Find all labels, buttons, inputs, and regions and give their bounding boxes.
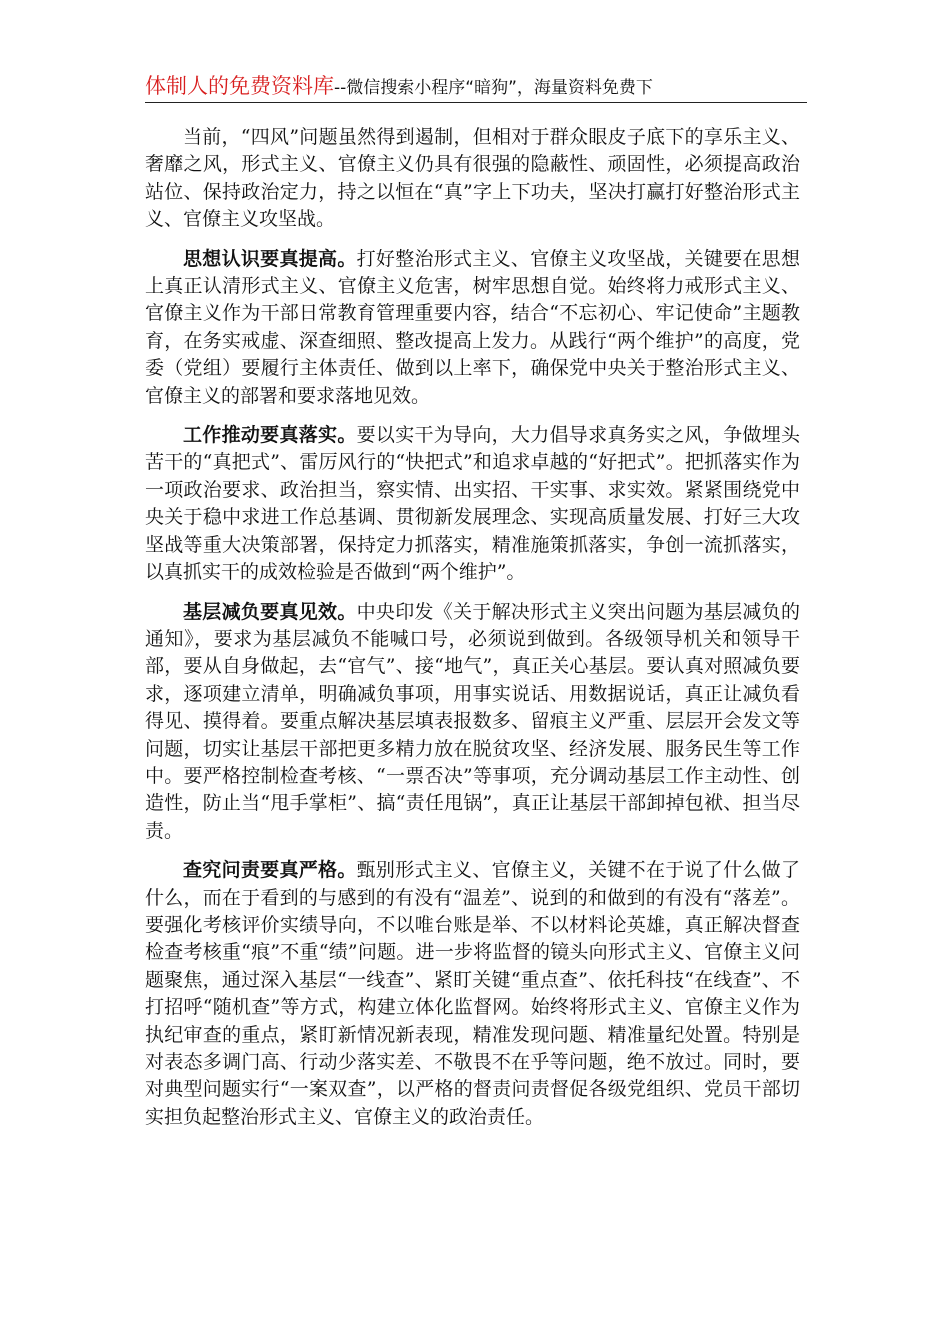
header-subtitle: --微信搜索小程序“暗狗”，海量资料免费下 (334, 78, 653, 98)
paragraph-text: 要以实干为导向，大力倡导求真务实之风，争做埋头苦干的“真把式”、雷厉风行的“快把式”和追求卓越的“好把式”。把抓落实作为一项政治要求、政治担当，察实情、出实招、干实事、求实效。紧紧围绕党中央关于稳中求进工作总基调、贯彻新发展理念、实现高质量发展、打好三大攻坚战等重大决策部署，保持定力抓落实，精准施策抓落实，争创一流抓落实，以真抓实干的成效检验是否做到“两个维护”。 (145, 424, 800, 584)
paragraph-text: 当前，“四风”问题虽然得到遏制，但相对于群众眼皮子底下的享乐主义、奢靡之风，形式主义、官僚主义仍具有很强的隐蔽性、顽固性，必须提高政治站位、保持政治定力，持之以恒在“真”字上下功夫，坚决打赢打好整治形式主义、官僚主义攻坚战。 (145, 126, 800, 231)
document-body (145, 124, 800, 1143)
paragraph-heading: 思想认识要真提高。 (183, 247, 357, 270)
page-header (145, 70, 807, 103)
header-brand-title: 体制人的免费资料库 (145, 74, 334, 98)
paragraph-text: 甄别形式主义、官僚主义，关键不在于说了什么做了什么，而在于看到的与感到的有没有“温差”、说到的和做到的有没有“落差”。要强化考核评价实绩导向，不以唯台账是举、不以材料论英雄，真正解决督查检查考核重“痕”不重“绩”问题。进一步将监督的镜头向形式主义、官僚主义问题聚焦，通过深入基层“一线查”、紧盯关键“重点查”、依托科技“在线查”、不打招呼“随机查”等方式，构建立体化监督网。始终将形式主义、官僚主义作为执纪审查的重点，紧盯新情况新表现，精准发现问题、精准量纪处置。特别是对表态多调门高、行动少落实差、不敬畏不在乎等问题，绝不放过。同时，要对典型问题实行“一案双查”，以严格的督责问责督促各级党组织、党员干部切实担负起整治形式主义、官僚主义的政治责任。 (145, 859, 800, 1128)
paragraph-accountability (145, 857, 800, 1131)
paragraph-heading: 查究问责要真严格。 (183, 859, 357, 882)
paragraph-work (145, 422, 800, 586)
paragraph-text: 中央印发《关于解决形式主义突出问题为基层减负的通知》，要求为基层减负不能喊口号，必须说到做到。各级领导机关和领导干部，要从自身做起，去“官气”、接“地气”，真正关心基层。要认真对照减负要求，逐项建立清单，明确减负事项，用事实说话、用数据说话，真正让减负看得见、摸得着。要重点解决基层填表报数多、留痕主义严重、层层开会发文等问题，切实让基层干部把更多精力放在脱贫攻坚、经济发展、服务民生等工作中。要严格控制检查考核、“一票否决”等事项，充分调动基层工作主动性、创造性，防止当“甩手掌柜”、搞“责任甩锅”，真正让基层干部卸掉包袱、担当尽责。 (145, 600, 800, 842)
paragraph-heading: 基层减负要真见效。 (183, 600, 357, 623)
paragraph-intro (145, 124, 800, 234)
paragraph-heading: 工作推动要真落实。 (183, 424, 357, 447)
paragraph-thinking (145, 246, 800, 410)
paragraph-text: 打好整治形式主义、官僚主义攻坚战，关键要在思想上真正认清形式主义、官僚主义危害，树牢思想自觉。始终将力戒形式主义、官僚主义作为干部日常教育管理重要内容，结合“不忘初心、牢记使命”主题教育，在务实戒虚、深查细照、整改提高上发力。从践行“两个维护”的高度，党委（党组）要履行主体责任、做到以上率下，确保党中央关于整治形式主义、官僚主义的部署和要求落地见效。 (145, 247, 800, 407)
paragraph-burden (145, 599, 800, 846)
